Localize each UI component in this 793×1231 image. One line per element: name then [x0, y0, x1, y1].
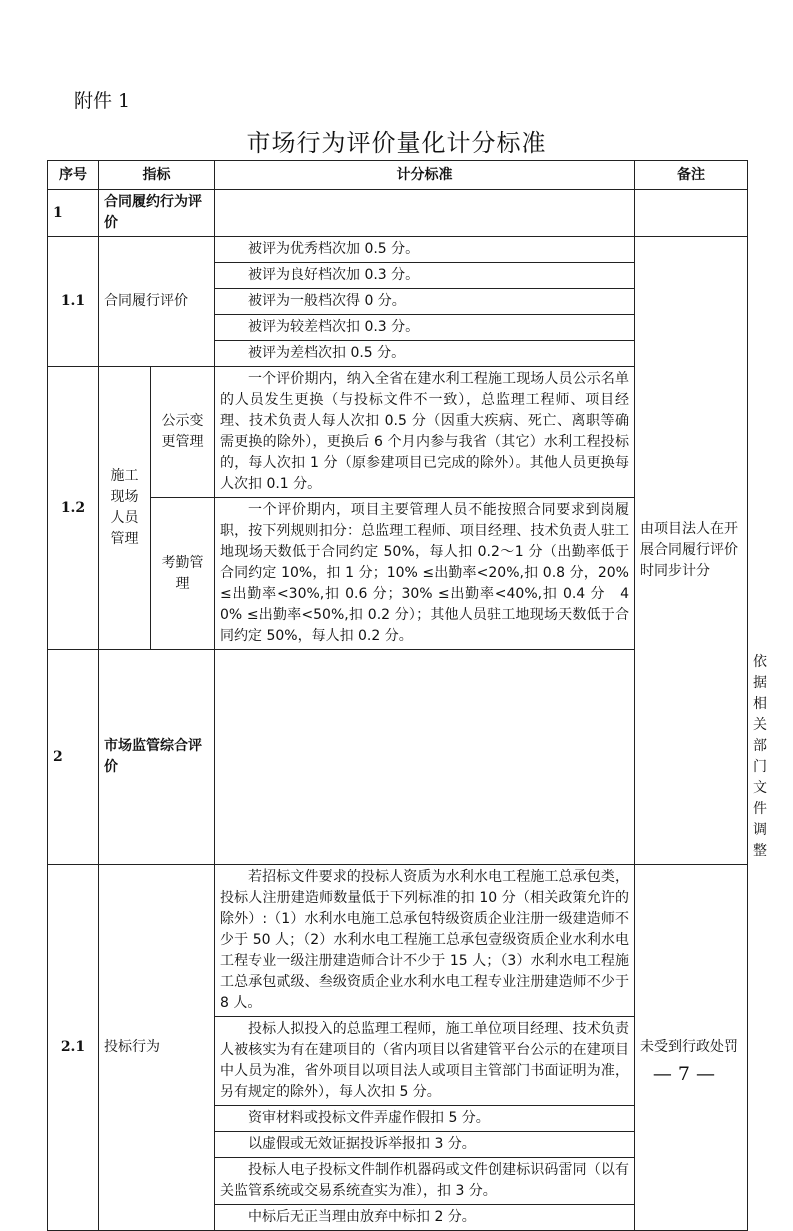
remark-cell: 由项目法人在开展合同履行评价时同步计分 [635, 237, 748, 865]
criteria-cell [215, 650, 635, 865]
page-number: — 7 — [652, 1063, 715, 1085]
criteria-cell: 投标人拟投入的总监理工程师，施工单位项目经理、技术负责人被核实为有在建项目的（省内项目以省建管平台公示的在建项目中人员为准，省外项目以项目法人或项目主管部门书面证明为准，另有规定的除外），每人次扣 5 分。 [215, 1017, 635, 1106]
criteria-cell: 被评为优秀档次加 0.5 分。 [215, 237, 635, 263]
header-criteria: 计分标准 [215, 161, 635, 190]
table-row: 2 市场监管综合评价 依据相关部门文件调整 [48, 650, 748, 865]
criteria-cell [215, 190, 635, 237]
header-indicator: 指标 [99, 161, 215, 190]
criteria-cell: 一个评价期内，纳入全省在建水利工程施工现场人员公示名单的人员发生更换（与投标文件不一致），总监理工程师、项目经理、技术负责人每人次扣 0.5 分（因重大疾病、死亡、离职等确需更换的除外），更换后 6 个月内参与我省（其它）水利工程投标的，每人次扣 1 分（原参建项目已完成的除外）。其他人员更换每人次扣 0.1 分。 [215, 367, 635, 498]
indicator-cell: 合同履行评价 [99, 237, 215, 367]
criteria-cell: 被评为良好档次加 0.3 分。 [215, 263, 635, 289]
document-title: 市场行为评价量化计分标准 [246, 129, 547, 157]
criteria-cell: 被评为差档次扣 0.5 分。 [215, 341, 635, 367]
row-number: 1 [48, 190, 99, 237]
sub-indicator-cell: 考勤管理 [151, 498, 215, 650]
criteria-cell: 被评为一般档次得 0 分。 [215, 289, 635, 315]
indicator-cell: 投标行为 [99, 865, 215, 1231]
criteria-cell: 一个评价期内，项目主要管理人员不能按照合同要求到岗履职，按下列规则扣分：总监理工程师、项目经理、技术负责人驻工地现场天数低于合同约定 50%，每人扣 0.2～1 分（出勤率低于合同约定 10%，扣 1 分；10% ≤出勤率<20%,扣 0.8 分，20% ≤出勤率<30%,扣 0.6 分；30% ≤出勤率<40%,扣 0.4 分 40% ≤出勤率<50%,扣 0.2 分）；其他人员驻工地现场天数低于合同约定 50%，每人扣 0.2 分。 [215, 498, 635, 650]
criteria-cell: 被评为较差档次扣 0.3 分。 [215, 315, 635, 341]
row-number: 1.1 [48, 237, 99, 367]
table-row [48, 190, 748, 237]
row-number: 1.2 [48, 367, 99, 650]
header-seq: 序号 [48, 161, 99, 190]
indicator-cell: 施工现场人员管理 [99, 367, 151, 650]
remark-cell [635, 190, 748, 237]
scoring-table [47, 160, 767, 1231]
table-row [48, 237, 748, 263]
criteria-cell: 以虚假或无效证据投诉举报扣 3 分。 [215, 1132, 635, 1158]
criteria-cell: 资审材料或投标文件弄虚作假扣 5 分。 [215, 1106, 635, 1132]
table-row [48, 865, 748, 1017]
indicator-cell: 市场监管综合评价 [99, 650, 215, 865]
header-remark: 备注 [635, 161, 748, 190]
criteria-cell: 投标人电子投标文件制作机器码或文件创建标识码雷同（以有关监管系统或交易系统查实为准），扣 3 分。 [215, 1158, 635, 1205]
remark-cell: 未受到行政处罚 [635, 865, 748, 1231]
row-number: 2.1 [48, 865, 99, 1231]
row-number: 2 [48, 650, 99, 865]
table-header-row [48, 161, 748, 190]
criteria-cell: 中标后无正当理由放弃中标扣 2 分。 [215, 1205, 635, 1231]
attachment-label: 附件 1 [74, 90, 131, 112]
criteria-cell: 若招标文件要求的投标人资质为水利水电工程施工总承包类，投标人注册建造师数量低于下列标准的扣 10 分（相关政策允许的除外）:（1）水利水电施工总承包特级资质企业注册一级建造师不少于 50 人；（2）水利水电工程施工总承包壹级资质企业水利水电工程专业一级注册建造师合计不少于 15 人；（3）水利水电工程施工总承包贰级、叁级资质企业水利水电工程专业注册建造师不少于 8 人。 [215, 865, 635, 1017]
sub-indicator-cell: 公示变更管理 [151, 367, 215, 498]
indicator-cell: 合同履约行为评价 [99, 190, 215, 237]
